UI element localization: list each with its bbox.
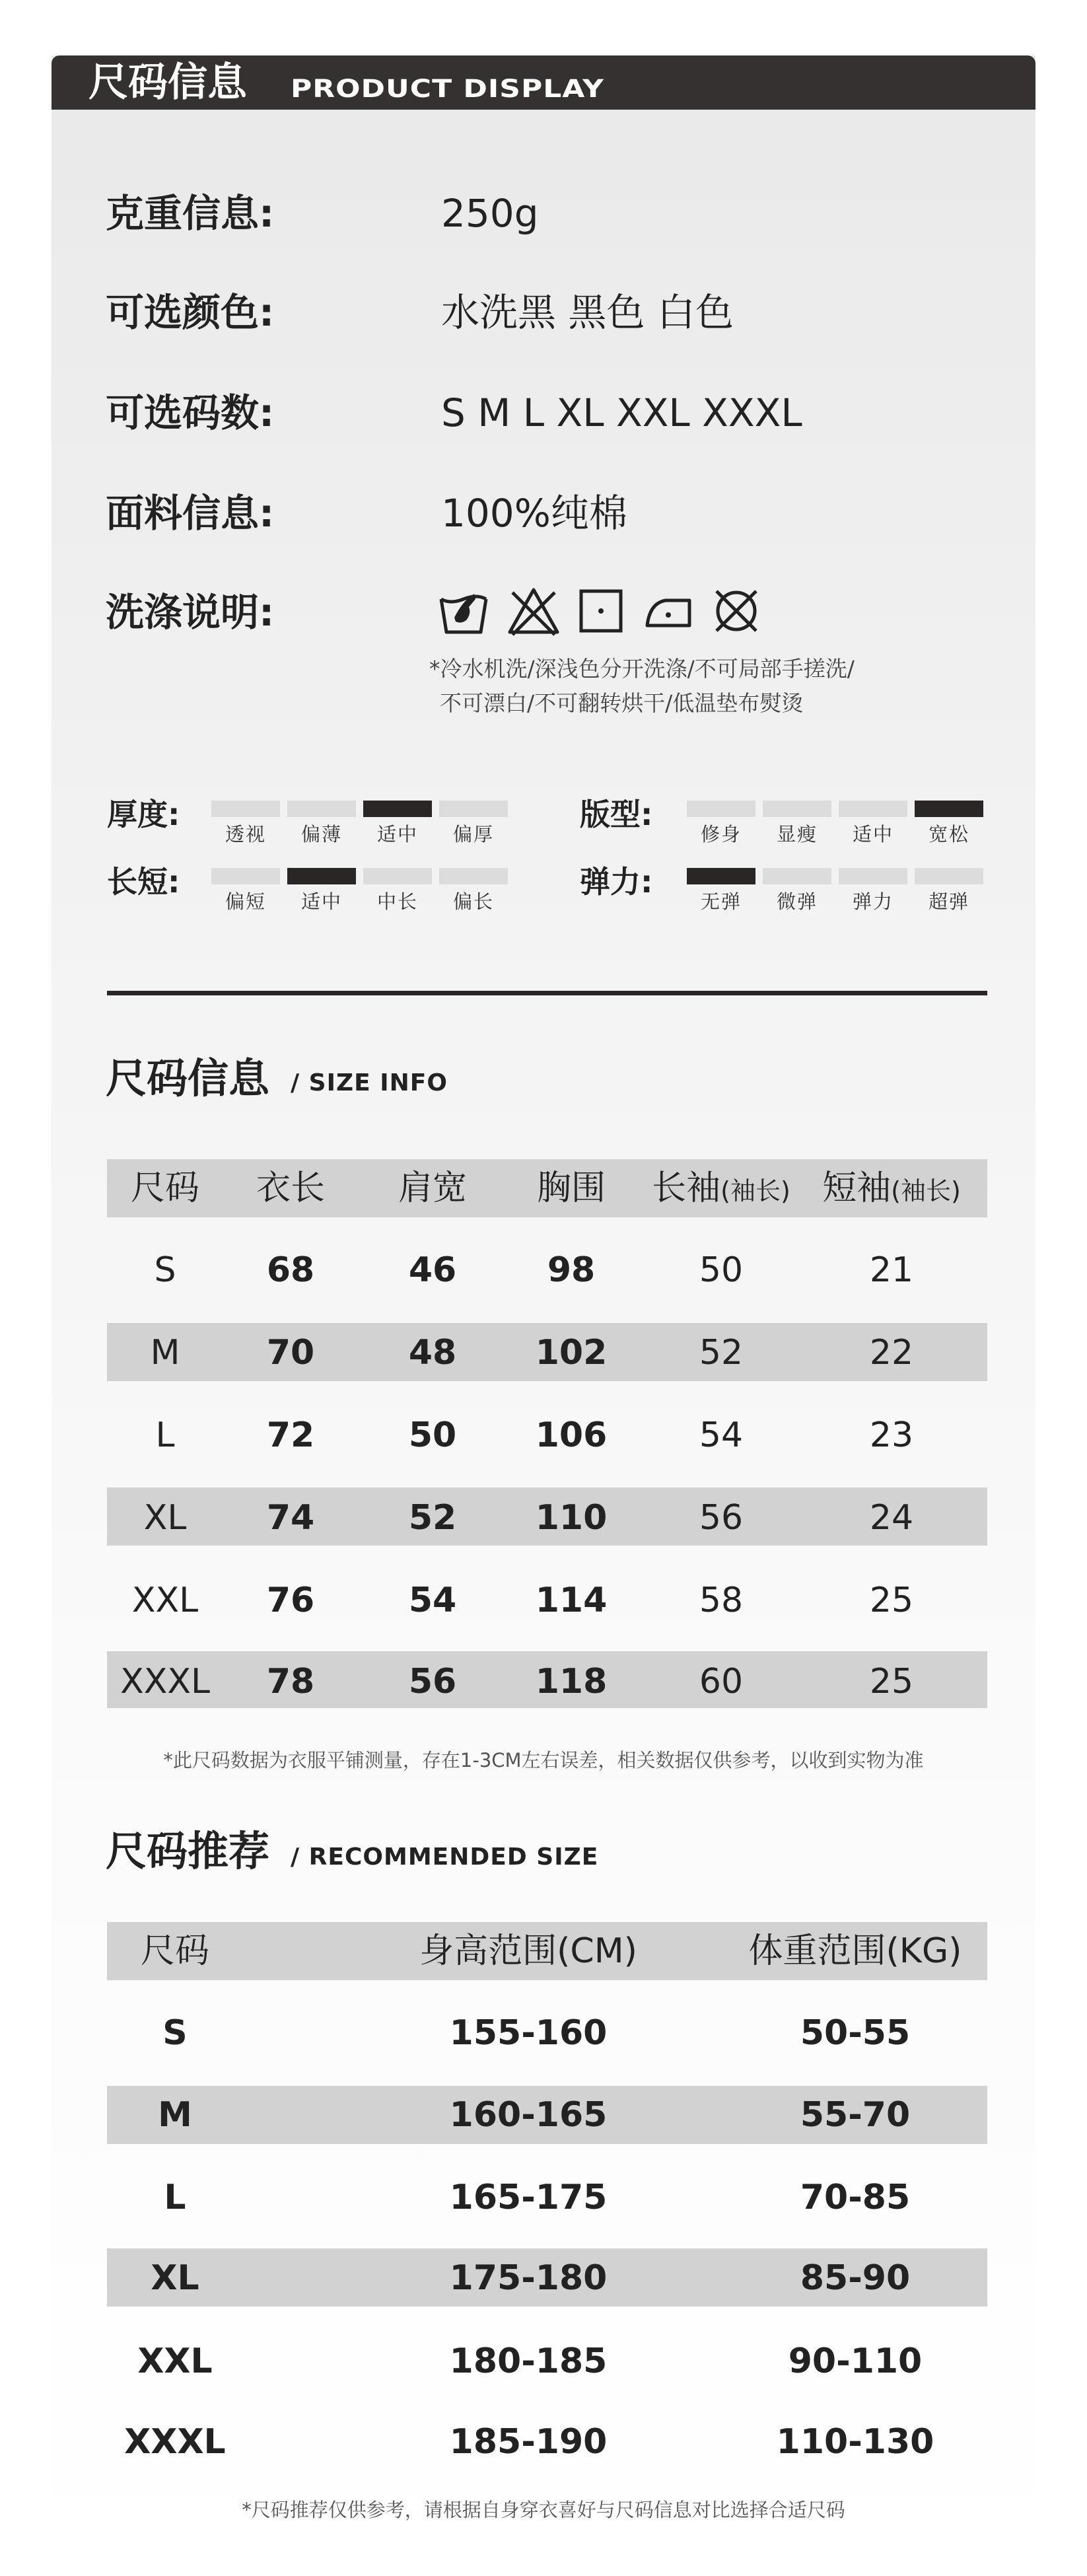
rec-cell: 50-55 (800, 2013, 911, 2053)
no-tumble-dry-icon (575, 585, 627, 637)
fit-option-label: 宽松 (928, 823, 969, 845)
thickness-option-0 (211, 801, 280, 846)
length-option-label: 适中 (300, 890, 342, 913)
weight-value: 250g (441, 191, 539, 236)
elastic-option-label: 微弹 (776, 890, 818, 913)
size-cell: L (155, 1415, 175, 1455)
fit-option-bar (915, 801, 983, 817)
size-cell: 22 (869, 1333, 914, 1373)
size-cell: 76 (266, 1581, 315, 1620)
size-header-suffix: (袖长) (720, 1176, 790, 1205)
rec-cell: 110-130 (776, 2422, 934, 2462)
weight-label: 克重信息: (106, 191, 275, 236)
fit-option-1 (763, 801, 831, 846)
rec-cell: 90-110 (788, 2342, 923, 2381)
size-cell: 74 (266, 1498, 315, 1538)
recommended-title: 尺码推荐 (106, 1827, 270, 1875)
size-header-1 (231, 1168, 350, 1209)
size-header-label: 胸围 (536, 1168, 606, 1208)
thickness-option-3 (439, 801, 508, 846)
thickness-option-bar (363, 801, 432, 817)
elastic-option-label: 无弹 (700, 890, 742, 913)
size-info-subtitle: / SIZE INFO (291, 1069, 448, 1096)
size-cell: 60 (699, 1662, 744, 1701)
length-option-bar (439, 868, 508, 884)
length-option-label: 偏长 (452, 890, 494, 913)
size-cell: 98 (547, 1250, 596, 1290)
size-cell: 106 (535, 1415, 608, 1455)
size-cell: 46 (408, 1250, 457, 1290)
elastic-option-2 (839, 868, 907, 913)
section-divider (107, 991, 987, 995)
size-cell: 25 (869, 1662, 914, 1701)
rec-header-2: 体重范围(KG) (748, 1931, 962, 1971)
elastic-label: 弹力: (580, 864, 653, 900)
size-cell: S (154, 1250, 176, 1290)
length-option-2 (363, 868, 432, 913)
size-header-3 (505, 1168, 637, 1209)
header-bar (52, 55, 1035, 110)
size-header-label: 尺码 (130, 1168, 199, 1208)
rec-cell: XXXL (124, 2422, 226, 2462)
elastic-option-bar (839, 868, 907, 884)
size-cell: M (150, 1333, 180, 1373)
elastic-option-label: 弹力 (852, 890, 894, 913)
fit-option-2 (839, 801, 907, 846)
length-option-0 (211, 868, 280, 913)
length-option-label: 偏短 (225, 890, 266, 913)
low-iron-icon (642, 585, 695, 637)
size-cell: 118 (535, 1662, 608, 1701)
thickness-option-2 (363, 801, 432, 846)
fit-option-label: 显瘦 (776, 823, 818, 845)
fit-option-bar (687, 801, 755, 817)
length-option-label: 中长 (376, 890, 418, 913)
elastic-option-bar (763, 868, 831, 884)
size-cell: 50 (699, 1250, 744, 1290)
size-cell: 54 (408, 1581, 457, 1620)
size-cell: 25 (869, 1581, 914, 1620)
fabric-label: 面料信息: (106, 491, 275, 536)
size-cell: 78 (266, 1662, 315, 1701)
rec-cell: 180-185 (449, 2342, 608, 2381)
rec-cell: 165-175 (449, 2178, 608, 2217)
elastic-option-bar (915, 868, 983, 884)
rec-cell: 185-190 (449, 2422, 608, 2462)
colors-value: 水洗黑 黑色 白色 (441, 290, 734, 335)
rec-cell: 70-85 (800, 2178, 911, 2217)
header-subtitle: PRODUCT DISPLAY (291, 75, 604, 104)
thickness-option-label: 透视 (225, 823, 266, 845)
colors-label: 可选颜色: (106, 290, 275, 335)
rec-cell: 55-70 (800, 2095, 911, 2135)
size-header-label: 衣长 (256, 1168, 325, 1208)
recommended-note: *尺码推荐仅供参考，请根据自身穿衣喜好与尺码信息对比选择合适尺码 (242, 2499, 845, 2521)
fit-option-3 (915, 801, 983, 846)
sizes-value: S M L XL XXL XXXL (441, 390, 802, 435)
thickness-option-bar (211, 801, 280, 817)
thickness-option-label: 偏厚 (452, 823, 494, 845)
size-cell: 58 (699, 1581, 744, 1620)
size-cell: 24 (869, 1498, 914, 1538)
size-header-label: 短袖 (822, 1168, 892, 1208)
length-option-bar (363, 868, 432, 884)
size-cell: 48 (408, 1333, 457, 1373)
fit-option-bar (763, 801, 831, 817)
size-cell: 52 (699, 1333, 744, 1373)
size-cell: 68 (266, 1250, 315, 1290)
size-info-title: 尺码信息 (106, 1054, 270, 1102)
size-header-0 (92, 1168, 238, 1209)
length-option-bar (211, 868, 280, 884)
elastic-option-label: 超弹 (928, 890, 969, 913)
rec-cell: XL (151, 2258, 199, 2298)
length-option-3 (439, 868, 508, 913)
size-cell: 52 (408, 1498, 457, 1538)
wash-note-line2: 不可漂白/不可翻转烘干/低温垫布熨烫 (440, 690, 804, 716)
rec-cell: 85-90 (800, 2258, 911, 2298)
no-bleach-icon (507, 585, 560, 637)
thickness-option-bar (287, 801, 356, 817)
thickness-option-label: 偏薄 (300, 823, 342, 845)
rec-cell: XXL (137, 2342, 213, 2381)
rec-cell: 175-180 (449, 2258, 608, 2298)
elastic-option-1 (763, 868, 831, 913)
fit-option-label: 修身 (700, 823, 742, 845)
rec-header-1: 身高范围(CM) (419, 1931, 637, 1971)
size-cell: 23 (869, 1415, 914, 1455)
elastic-option-3 (915, 868, 983, 913)
size-info-note: *此尺码数据为衣服平铺测量，存在1-3CM左右误差，相关数据仅供参考，以收到实物为准 (163, 1749, 924, 1771)
size-cell: 54 (699, 1415, 744, 1455)
size-header-label: 肩宽 (398, 1168, 467, 1208)
size-header-label: 长袖 (652, 1168, 721, 1208)
fit-option-0 (687, 801, 755, 846)
thickness-option-label: 适中 (376, 823, 418, 845)
thickness-option-bar (439, 801, 508, 817)
elastic-option-bar (687, 868, 755, 884)
size-cell: 72 (266, 1415, 315, 1455)
fit-option-label: 适中 (852, 823, 894, 845)
fit-option-bar (839, 801, 907, 817)
size-cell: 110 (535, 1498, 608, 1538)
size-cell: 102 (535, 1333, 608, 1373)
rec-cell: M (158, 2095, 192, 2135)
wash-note-line1: *冷水机洗/深浅色分开洗涤/不可局部手搓洗/ (429, 656, 855, 682)
size-cell: 50 (408, 1415, 457, 1455)
size-cell: 114 (535, 1581, 608, 1620)
size-header-4 (642, 1168, 800, 1211)
thickness-label: 厚度: (107, 797, 180, 832)
length-label: 长短: (107, 864, 180, 900)
size-cell: XL (143, 1498, 187, 1538)
size-header-5 (806, 1168, 977, 1211)
hand-wash-icon (437, 585, 490, 637)
size-cell: 21 (869, 1250, 914, 1290)
thickness-option-1 (287, 801, 356, 846)
size-cell: 56 (699, 1498, 744, 1538)
fit-label: 版型: (580, 797, 653, 832)
size-header-2 (373, 1168, 492, 1209)
rec-cell: S (162, 2013, 188, 2053)
no-dry-clean-icon (710, 585, 763, 637)
rec-header-0: 尺码 (140, 1931, 209, 1971)
fabric-value: 100%纯棉 (441, 491, 627, 536)
size-cell: XXL (131, 1581, 199, 1620)
recommended-subtitle: / RECOMMENDED SIZE (291, 1843, 599, 1871)
size-cell: XXXL (120, 1662, 210, 1701)
size-header-suffix: (袖长) (891, 1176, 961, 1205)
rec-cell: L (164, 2178, 186, 2217)
wash-label: 洗涤说明: (106, 590, 275, 635)
rec-cell: 155-160 (449, 2013, 608, 2053)
length-option-bar (287, 868, 356, 884)
rec-cell: 160-165 (449, 2095, 608, 2135)
size-cell: 70 (266, 1333, 315, 1373)
header-title: 尺码信息 (88, 59, 247, 106)
length-option-1 (287, 868, 356, 913)
size-cell: 56 (408, 1662, 457, 1701)
elastic-option-0 (687, 868, 755, 913)
sizes-label: 可选码数: (106, 390, 275, 435)
